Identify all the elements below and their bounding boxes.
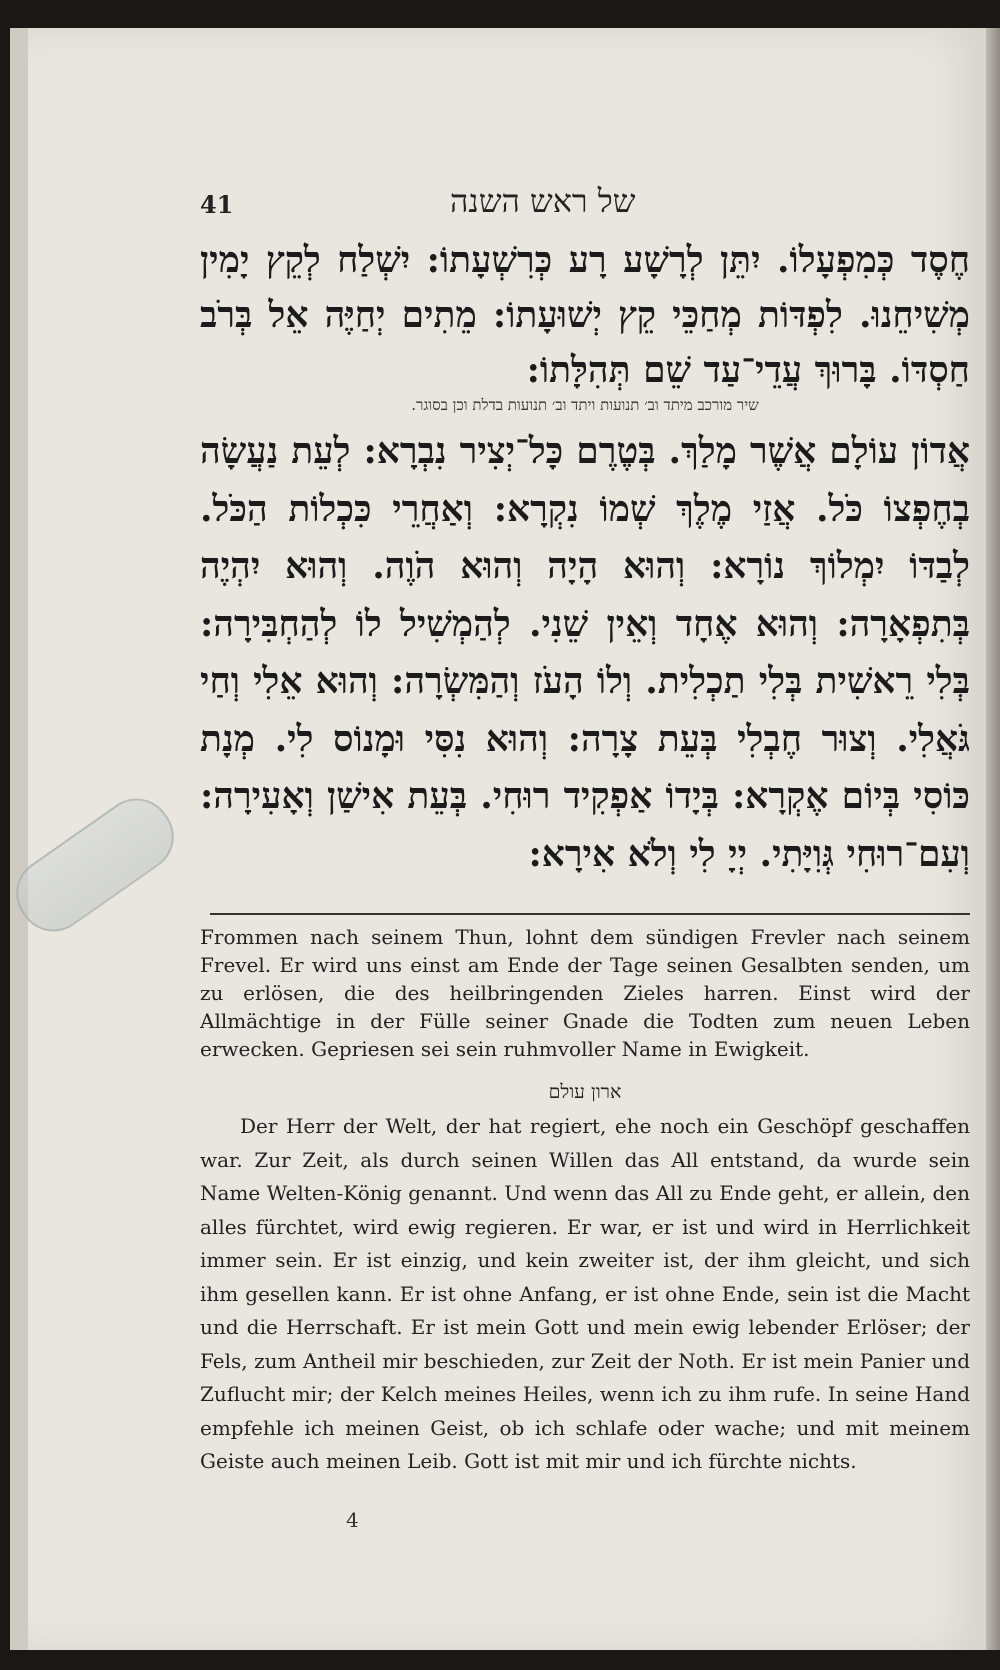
divider-rule — [210, 913, 970, 915]
book-page — [10, 28, 990, 1650]
hebrew-adon-olam: אֲדוֹן עוֹלָם אֲשֶׁר מָלַךְ. בְּטֶרֶם כָּל־יְצִיר נִבְרָא: לְעֵת נַעֲשָׂה בְחֶפְצוֹ כֹּל. אֲזַי מֶלֶךְ שְׁמוֹ נִקְרָא: וְאַחֲרֵי כִּכְלוֹת הַכֹּל. לְבַדּוֹ יִמְלוֹךְ נוֹרָא: וְהוּא הָיָה וְהוּא הֹוֶה. וְהוּא יִהְיֶה בְּתִפְאָרָה: וְהוּא אֶחָד וְאֵין שֵׁנִי. לְהַמְשִׁיל לוֹ לְהַחְבִּירָה: בְּלִי רֵאשִׁית בְּלִי תַכְלִית. וְלוֹ הָעֹז וְהַמִּשְׂרָה: וְהוּא אֵלִי וְחַי גֹּאֲלִי. וְצוּר חֶבְלִי בְּעֵת צָרָה: וְהוּא נִסִּי וּמָנוֹס לִי. מְנָת כּוֹסִי בְּיוֹם אֶקְרָא: בְּיָדוֹ אַפְקִיד רוּחִי. בְּעֵת אִישַׁן וְאָעִירָה: וְעִם־רוּחִי גְּוִיָּתִי. יְיָ לִי וְלֹא אִירָא: — [200, 430, 970, 875]
hebrew-meter-note: שיר מורכב מיתד וב׳ תנועות ויתד וב׳ תנועות בדלת וכן בסוגר. — [411, 396, 759, 414]
section-title: ארון עולם — [548, 1081, 622, 1103]
hebrew-text-block-1: חֶסֶד כְּמִפְעָלוֹ. יִתֵּן לְרָשָׁע רָע כְּרִשְׁעָתוֹ: יִשְׁלַח לְקֵץ יָמִין מְשִׁיחֵנוּ. לִפְדּוֹת מְחַכֵּי קֵץ יְשׁוּעָתוֹ: מֵתִים יְחַיֶּה אֵל בְּרֹב חַסְדּוֹ. בָּרוּךְ עֲדֵי־עַד שֵׁם תְּהִלָּתוֹ: — [200, 239, 970, 391]
pen-cap — [3, 785, 188, 945]
german-adon-olam-translation: Der Herr der Welt, der hat regiert, ehe noch ein Geschöpf geschaffen war. Zur Zeit, als durch seinen Willen das All entstand, da wurde sein Name Welten-König genannt. Und wenn das All zu Ende geht, er allein, den alles fürchtet, wird ewig regieren. Er war, er ist und wird in Herrlichkeit immer sein. Er ist einzig, und kein zweiter ist, der ihm gleicht, und sich ihm gesellen kann. Er ist ohne Anfang, er ist ohne Ende, sein ist die Macht und die Herrschaft. Er ist mein Gott und mein ewig lebender Erlöser; der Fels, zum Antheil mir beschieden, zur Zeit der Noth. Er ist mein Panier und Zuflucht mir; der Kelch meines Heiles, wenn ich zu ihm rufe. In seine Hand empfehle ich meinen Geist, ob ich schlafe oder wache; und mit meinem Geiste auch meinen Leib. Gott ist mit mir und ich fürchte nichts. — [200, 1114, 970, 1473]
page-edge — [986, 28, 1000, 1650]
page-header — [200, 178, 970, 226]
running-head: של ראש השנה — [450, 182, 636, 220]
page-number: 41 — [200, 190, 234, 219]
german-translation-block-1: Frommen nach seinem Thun, lohnt dem sündigen Frevler nach seinem Frevel. Er wird uns einst am Ende der Tage seinen Gesalbten senden, um zu erlösen, die des heilbringenden Zieles harren. Einst wird der Allmächtige in der Fülle seiner Gnade die Todten zum neuen Leben erwecken. Gepriesen sei sein ruhmvoller Name in Ewigkeit. — [200, 925, 970, 1061]
signature-mark: 4 — [346, 1508, 359, 1532]
